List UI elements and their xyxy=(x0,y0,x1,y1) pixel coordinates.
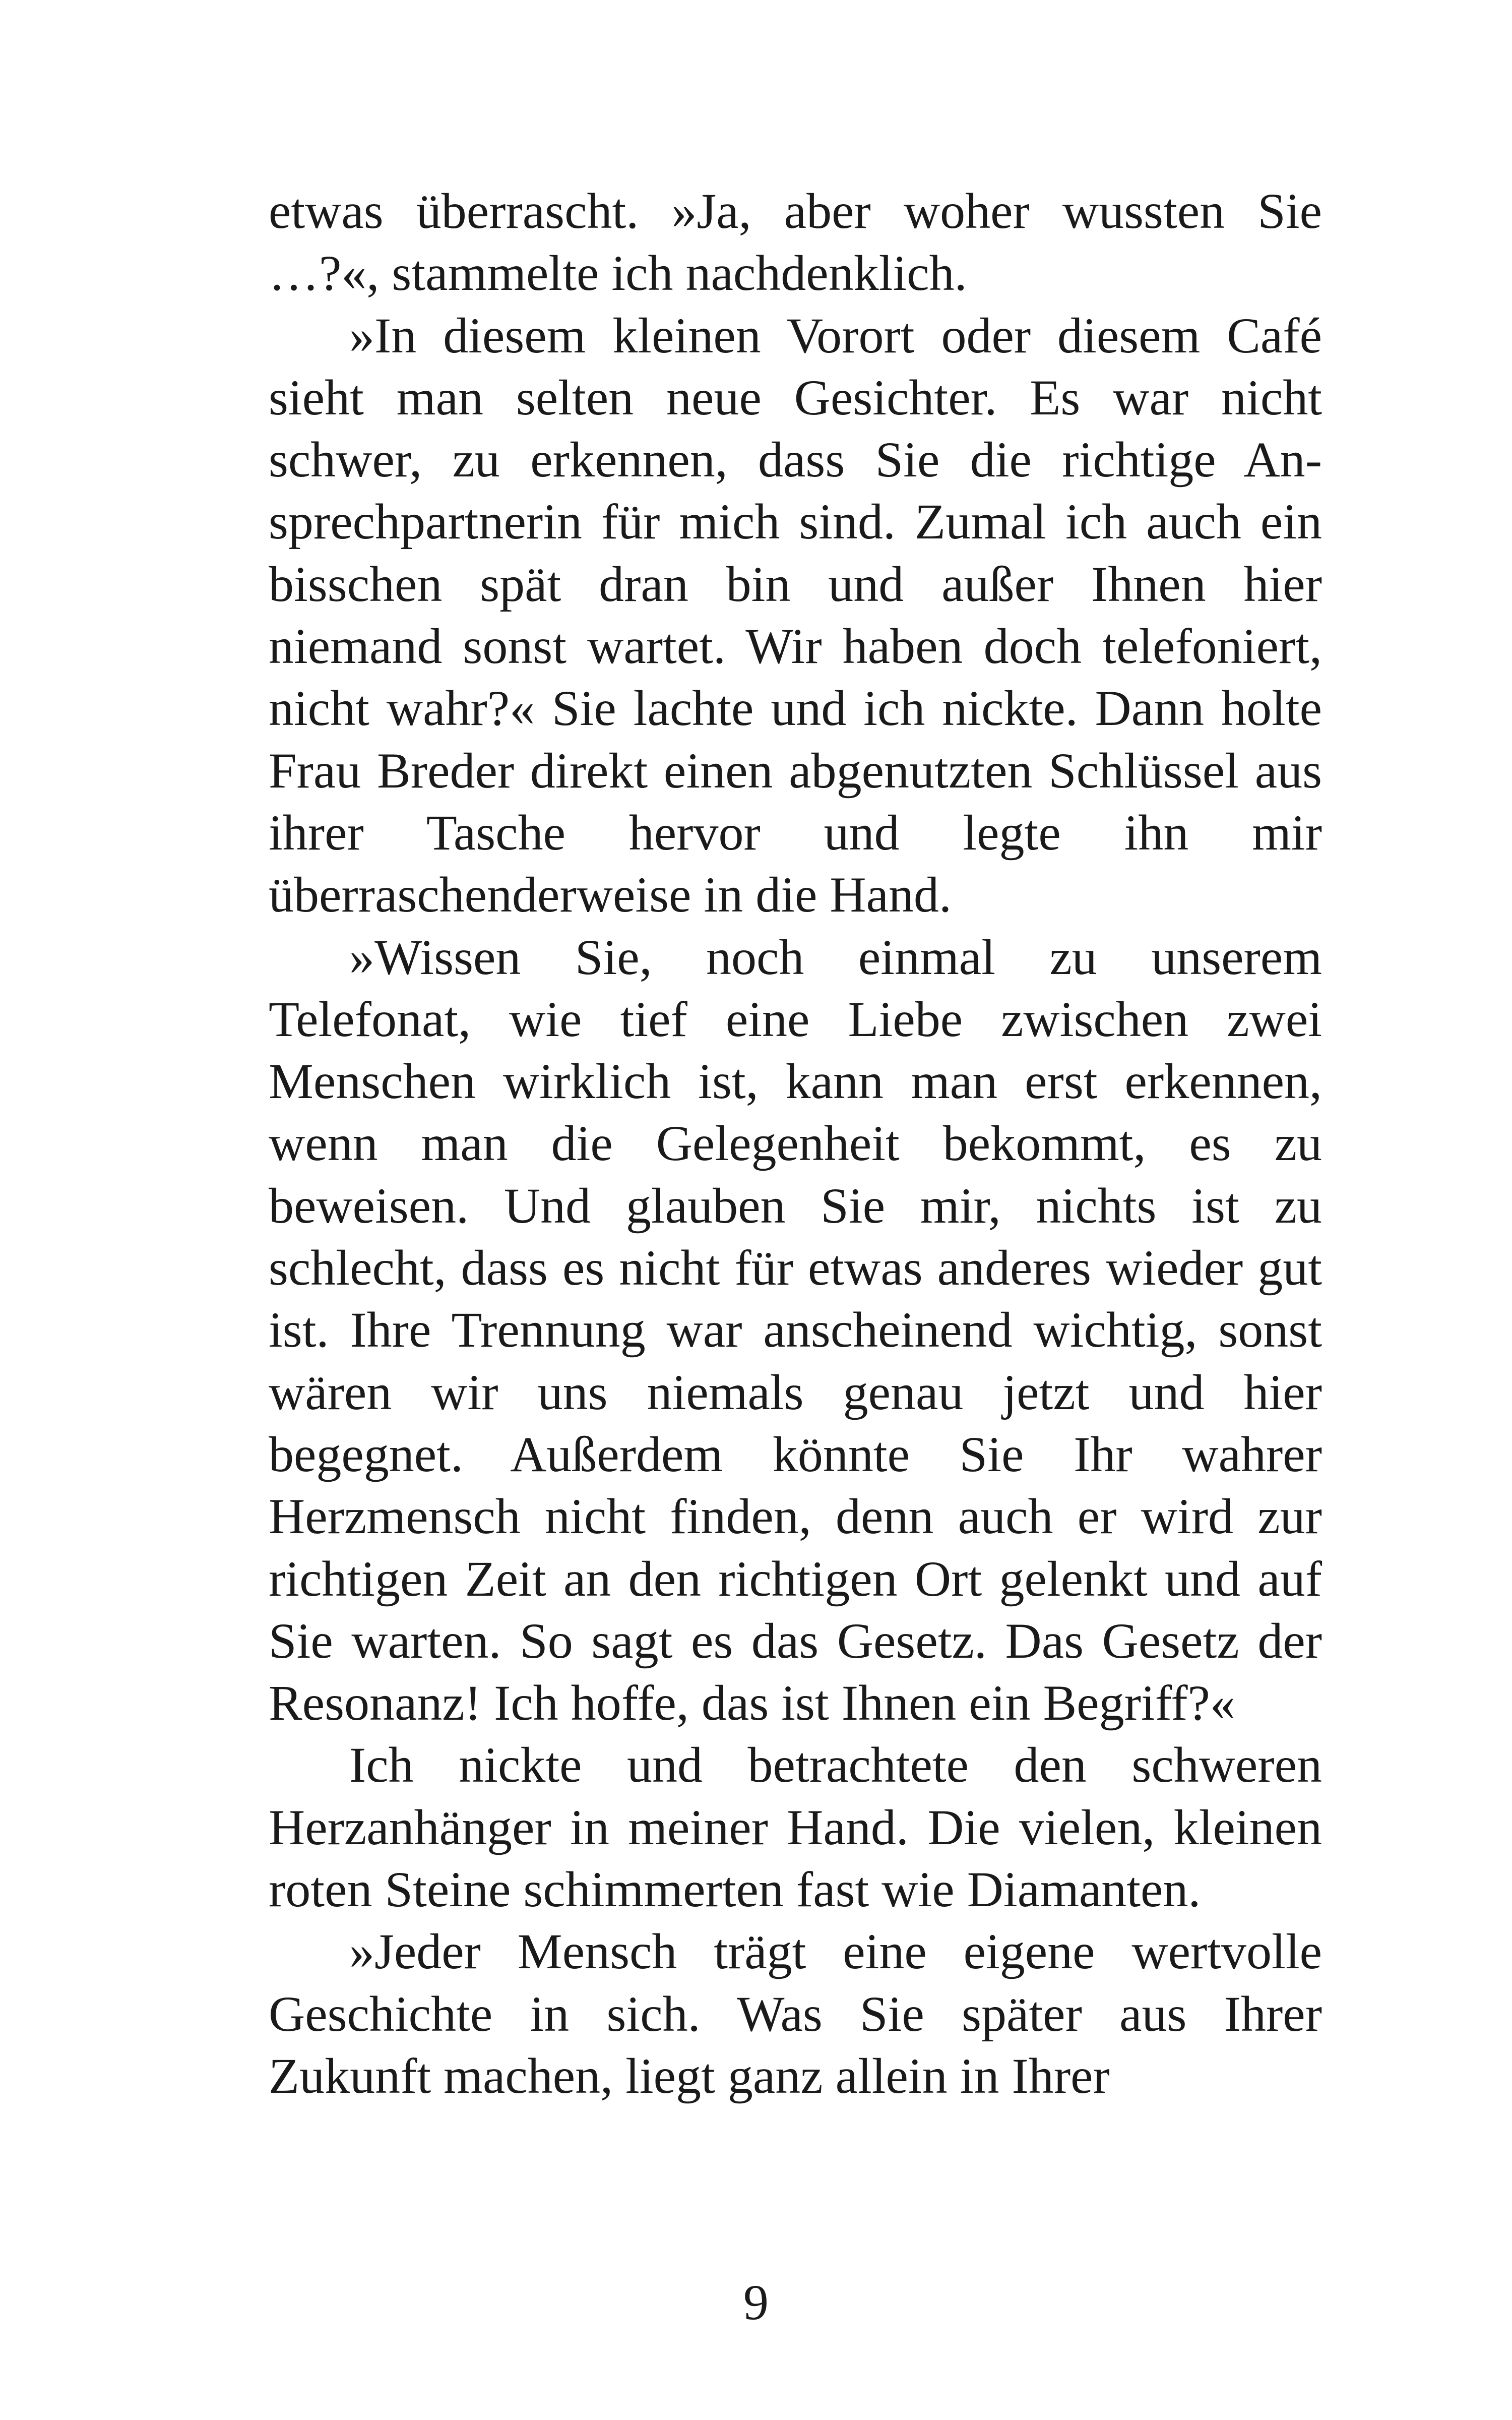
page-number: 9 xyxy=(743,2274,769,2330)
paragraph-5: »Jeder Mensch trägt eine eigene wertvolle Geschichte in sich. Was Sie später aus Ihrer Zukunft machen, liegt ganz allein in Ihrer xyxy=(269,1923,1322,2104)
body-text xyxy=(269,180,1322,2107)
paragraph-1: etwas überrascht. »Ja, aber woher wussten Sie …?«, stammelte ich nachdenklich. xyxy=(269,183,1322,301)
paragraph-4: Ich nickte und betrachtete den schweren Herzanhänger in meiner Hand. Die vielen, kleinen roten Steine schimmerten fast wie Diamanten. xyxy=(269,1737,1322,1918)
paragraph-3: »Wissen Sie, noch einmal zu unserem Telefonat, wie tief eine Liebe zwischen zwei Menschen wirklich ist, kann man erst erkennen, wenn man die Gelegenheit bekommt, es zu beweisen. Und glauben Sie mir, nichts ist zu schlecht, dass es nicht für etwas anderes wieder gut ist. Ihre Trennung war anscheinend wichtig, sonst wären wir uns niemals genau jetzt und hier begegnet. Außerdem könnte Sie Ihr wahrer Herzmensch nicht finden, denn auch er wird zur richtigen Zeit an den richtigen Ort gelenkt und auf Sie warten. So sagt es das Gesetz. Das Gesetz der Resonanz! Ich hoffe, das ist Ihnen ein Begriff?« xyxy=(269,929,1322,1731)
paragraph-2: »In diesem kleinen Vorort oder diesem Café sieht man selten neue Gesichter. Es war nicht schwer, zu erkennen, dass Sie die richtige Ansprechpartnerin für mich sind. Zumal ich auch ein bisschen spät dran bin und außer Ihnen hier niemand sonst wartet. Wir haben doch telefoniert, nicht wahr?« Sie lachte und ich nickte. Dann holte Frau Breder direkt einen abgenutzten Schlüssel aus ihrer Tasche hervor und legte ihn mir überraschenderweise in die Hand. xyxy=(269,307,1322,923)
